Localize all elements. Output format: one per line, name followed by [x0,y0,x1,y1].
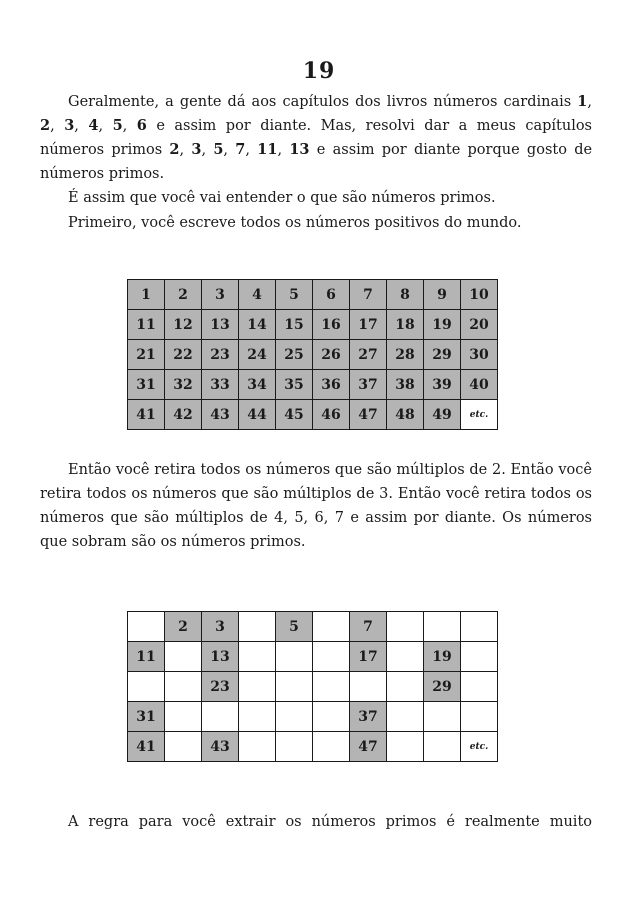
empty-cell [276,642,313,672]
number-cell: 5 [276,280,313,310]
rule-paragraph: A regra para você extrair os números primos é realmente muito [68,814,592,830]
cardinal-6: 6 [136,117,147,134]
number-cell: 27 [350,340,387,370]
empty-cell [239,642,276,672]
table-row [128,370,498,400]
empty-cell [165,642,202,672]
number-cell: 29 [424,672,461,702]
empty-cell [424,702,461,732]
table-row [128,612,498,642]
empty-cell [387,672,424,702]
empty-cell [424,732,461,762]
number-cell: 13 [202,310,239,340]
prime-2: 2 [169,141,180,158]
number-cell: 16 [313,310,350,340]
number-cell: 30 [461,340,498,370]
number-cell: 18 [387,310,424,340]
number-cell: 2 [165,280,202,310]
prime-13: 13 [289,141,310,158]
number-cell: 23 [202,672,239,702]
empty-cell [128,672,165,702]
number-cell: 48 [387,400,424,430]
empty-cell [387,642,424,672]
number-cell: 23 [202,340,239,370]
table-row [128,310,498,340]
number-cell: 41 [128,400,165,430]
cardinal-1: 1 [577,93,588,110]
number-cell: 28 [387,340,424,370]
intro-text-start: Geralmente, a gente dá aos capítulos dos livros números cardinais [68,94,578,110]
number-cell: 19 [424,642,461,672]
number-cell: 29 [424,340,461,370]
number-cell: 42 [165,400,202,430]
empty-cell [387,732,424,762]
prime-7: 7 [235,141,246,158]
number-cell: 43 [202,732,239,762]
number-cell: 22 [165,340,202,370]
number-cell: 47 [350,400,387,430]
number-cell: 37 [350,370,387,400]
empty-cell [239,732,276,762]
prime-3: 3 [191,141,202,158]
number-cell: 39 [424,370,461,400]
number-cell: 25 [276,340,313,370]
prime-11: 11 [257,141,278,158]
empty-cell [128,612,165,642]
number-cell: 4 [239,280,276,310]
cardinal-2: 2 [40,117,51,134]
table-row [128,672,498,702]
etc-cell: etc. [461,732,498,762]
table-row [128,732,498,762]
number-cell: 12 [165,310,202,340]
number-cell: 37 [350,702,387,732]
number-cell: 33 [202,370,239,400]
table-row [128,400,498,430]
cardinal-3: 3 [64,117,75,134]
empty-cell [165,702,202,732]
empty-cell [461,612,498,642]
table-row [128,702,498,732]
number-cell: 14 [239,310,276,340]
instruction-line: Primeiro, você escreve todos os números positivos do mundo. [68,215,522,231]
all-numbers-table [127,279,498,430]
chapter-title: 19 [302,58,336,84]
number-cell: 40 [461,370,498,400]
empty-cell [461,702,498,732]
number-cell: 17 [350,642,387,672]
empty-cell [239,702,276,732]
empty-cell [461,642,498,672]
table-row [128,642,498,672]
number-cell: 7 [350,612,387,642]
empty-cell [276,672,313,702]
number-cell: 45 [276,400,313,430]
number-cell: 49 [424,400,461,430]
etc-cell: etc. [461,400,498,430]
number-cell: 2 [165,612,202,642]
number-cell: 20 [461,310,498,340]
number-cell: 1 [128,280,165,310]
number-cell: 8 [387,280,424,310]
number-cell: 44 [239,400,276,430]
empty-cell [165,672,202,702]
empty-cell [276,702,313,732]
intro-paragraph: Geralmente, a gente dá aos capítulos dos livros números cardinais 1, 2, 3, 4, 5, 6 e assim por diante. Mas, resolvi dar a meus capítulos números primos 2, 3, 5, 7, 11, 13 e assim por diante porque gosto de números primos. [40,93,593,182]
number-cell: 31 [128,370,165,400]
number-cell: 19 [424,310,461,340]
number-cell: 24 [239,340,276,370]
number-cell: 6 [313,280,350,310]
prime-numbers-table [127,611,498,762]
number-cell: 21 [128,340,165,370]
sieve-paragraph: Então você retira todos os números que são múltiplos de 2. Então você retira todos os números que são múltiplos de 3. Então você retira todos os números que são múltiplos de 4, 5, 6, 7 e assim por diante. Os números que sobram são os números primos. [40,462,592,550]
number-cell: 17 [350,310,387,340]
number-cell: 13 [202,642,239,672]
empty-cell [313,672,350,702]
empty-cell [276,732,313,762]
number-cell: 3 [202,280,239,310]
number-cell: 35 [276,370,313,400]
empty-cell [202,702,239,732]
empty-cell [313,702,350,732]
empty-cell [424,612,461,642]
number-cell: 31 [128,702,165,732]
cardinal-4: 4 [88,117,99,134]
empty-cell [239,612,276,642]
number-cell: 10 [461,280,498,310]
intro-text-mid: e assim por diante. Mas, resolvi dar a meus capítulos números primos [40,118,592,158]
number-cell: 9 [424,280,461,310]
empty-cell [313,732,350,762]
empty-cell [387,702,424,732]
number-cell: 3 [202,612,239,642]
number-cell: 11 [128,310,165,340]
number-cell: 15 [276,310,313,340]
number-cell: 41 [128,732,165,762]
number-cell: 7 [350,280,387,310]
number-cell: 34 [239,370,276,400]
number-cell: 46 [313,400,350,430]
explanation-line: É assim que você vai entender o que são números primos. [68,190,496,206]
empty-cell [387,612,424,642]
empty-cell [313,612,350,642]
number-cell: 47 [350,732,387,762]
prime-5: 5 [213,141,224,158]
number-cell: 32 [165,370,202,400]
cardinal-5: 5 [112,117,123,134]
number-cell: 36 [313,370,350,400]
empty-cell [239,672,276,702]
empty-cell [313,642,350,672]
empty-cell [461,672,498,702]
number-cell: 43 [202,400,239,430]
table-row [128,280,498,310]
intro-text-end: e assim por diante porque gosto de números primos. [40,142,593,182]
empty-cell [350,672,387,702]
number-cell: 11 [128,642,165,672]
table-row [128,340,498,370]
number-cell: 38 [387,370,424,400]
number-cell: 26 [313,340,350,370]
number-cell: 5 [276,612,313,642]
empty-cell [165,732,202,762]
